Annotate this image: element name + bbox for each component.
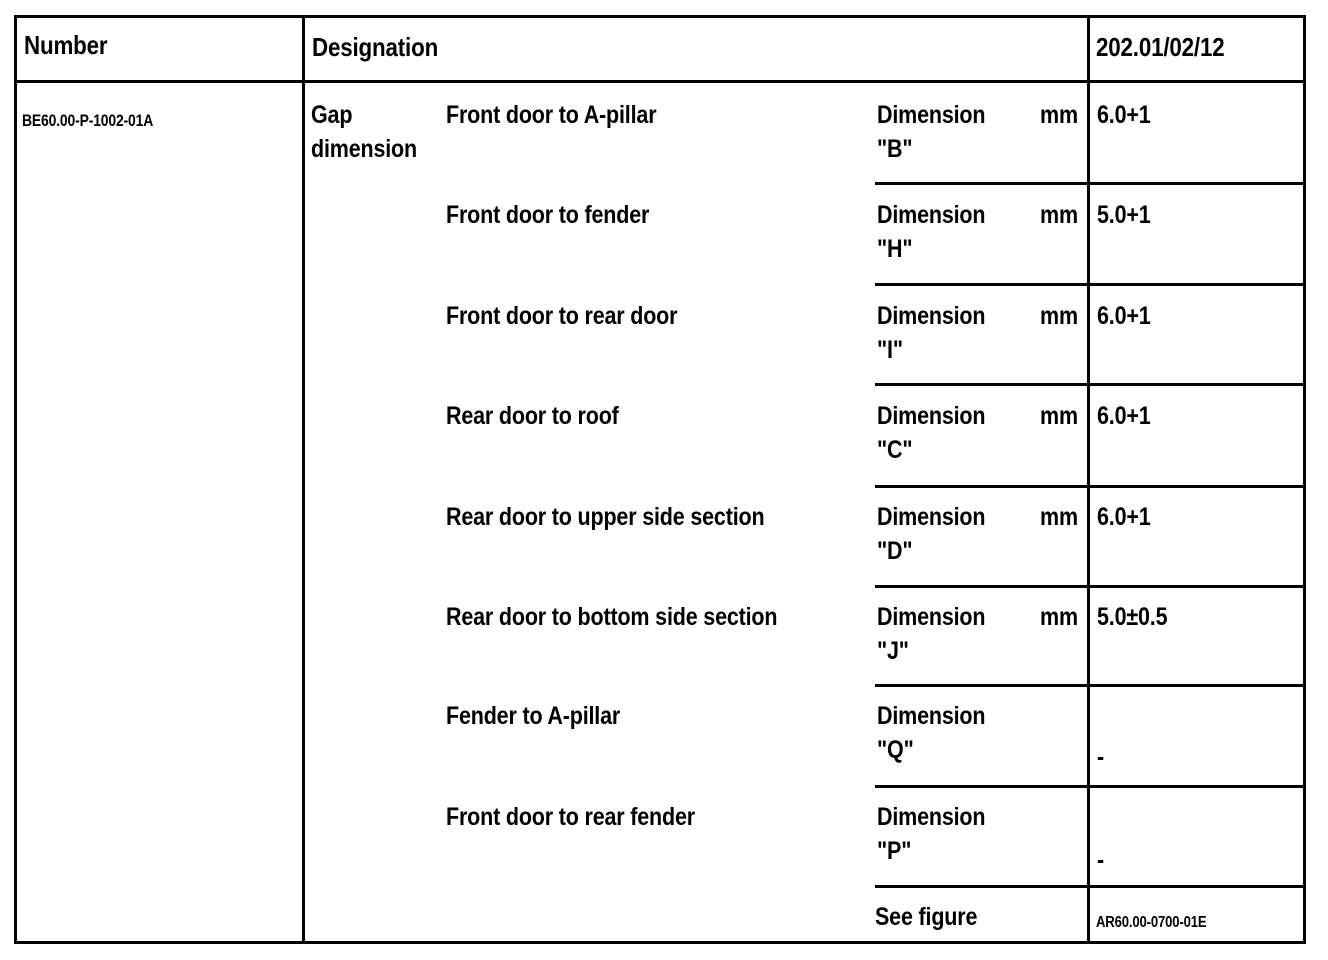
item-value: 6.0+1 bbox=[1097, 503, 1151, 531]
header-designation: Designation bbox=[312, 32, 439, 62]
header-code: 202.01/02/12 bbox=[1096, 32, 1225, 62]
item-dimension: Dimension "C" bbox=[877, 402, 986, 464]
footer-label: See figure bbox=[875, 903, 978, 931]
item-dimension: Dimension "P" bbox=[877, 803, 986, 865]
item-description: Rear door to bottom side section bbox=[446, 603, 778, 631]
column-separator-number bbox=[302, 15, 305, 944]
row-separator-2 bbox=[875, 283, 1306, 286]
row-category: Gap dimension bbox=[311, 101, 417, 163]
row-separator-3 bbox=[875, 383, 1306, 386]
item-value: 5.0±0.5 bbox=[1097, 603, 1168, 631]
item-dimension: Dimension "J" bbox=[877, 603, 986, 665]
item-description: Front door to fender bbox=[446, 201, 650, 229]
table-border-bottom bbox=[14, 941, 1306, 944]
item-unit: mm bbox=[1040, 101, 1078, 129]
item-dimension: Dimension "D" bbox=[877, 503, 986, 565]
item-value: - bbox=[1097, 846, 1105, 874]
item-value: 6.0+1 bbox=[1097, 302, 1151, 330]
row-separator-5 bbox=[875, 585, 1306, 588]
item-description: Rear door to upper side section bbox=[446, 503, 765, 531]
item-value: - bbox=[1097, 743, 1105, 771]
item-unit: mm bbox=[1040, 302, 1078, 330]
item-dimension: Dimension "I" bbox=[877, 302, 986, 364]
header-separator bbox=[14, 80, 1306, 83]
item-description: Front door to rear fender bbox=[446, 803, 695, 831]
item-description: Fender to A-pillar bbox=[446, 702, 621, 730]
item-description: Rear door to roof bbox=[446, 402, 619, 430]
row-separator-7 bbox=[875, 785, 1306, 788]
item-dimension: Dimension "Q" bbox=[877, 702, 986, 764]
row-separator-1 bbox=[875, 182, 1306, 185]
item-description: Front door to A-pillar bbox=[446, 101, 657, 129]
item-unit: mm bbox=[1040, 201, 1078, 229]
item-description: Front door to rear door bbox=[446, 302, 678, 330]
item-unit: mm bbox=[1040, 402, 1078, 430]
row-separator-6 bbox=[875, 684, 1306, 687]
item-dimension: Dimension "B" bbox=[877, 101, 986, 163]
footer-figure-reference: AR60.00-0700-01E bbox=[1096, 914, 1207, 931]
row-separator-8 bbox=[875, 885, 1306, 888]
item-dimension: Dimension "H" bbox=[877, 201, 986, 263]
column-separator-value bbox=[1087, 15, 1090, 944]
item-value: 6.0+1 bbox=[1097, 402, 1151, 430]
item-unit: mm bbox=[1040, 603, 1078, 631]
row-separator-4 bbox=[875, 485, 1306, 488]
item-value: 6.0+1 bbox=[1097, 101, 1151, 129]
table-border-left bbox=[14, 15, 17, 944]
table-border-right bbox=[1303, 15, 1306, 944]
header-number: Number bbox=[24, 30, 108, 60]
table-border-top bbox=[14, 15, 1306, 18]
row-number: BE60.00-P-1002-01A bbox=[22, 111, 154, 130]
item-unit: mm bbox=[1040, 503, 1078, 531]
item-value: 5.0+1 bbox=[1097, 201, 1151, 229]
